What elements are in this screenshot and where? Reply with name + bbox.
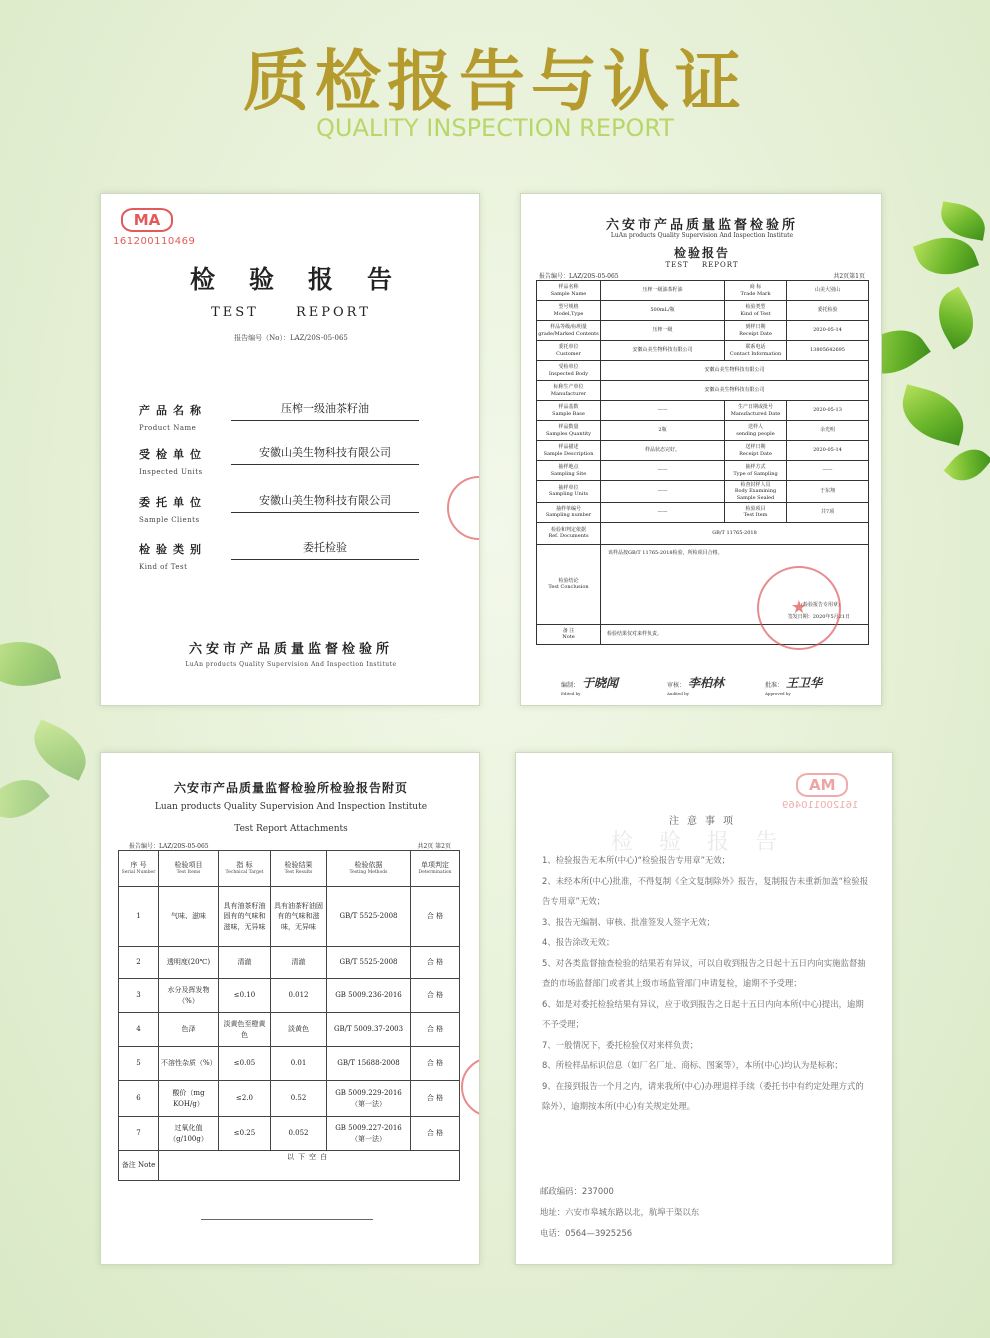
table-cell: GB/T 5009.37-2003 [327, 1013, 411, 1047]
report-no: 报告编号：LAZ/20S-05-065 [539, 273, 619, 280]
table-cell: GB/T 15688-2008 [327, 1047, 411, 1081]
page-indicator: 共2页 第2页 [417, 843, 451, 850]
page-title: 质检报告与认证 [243, 43, 747, 120]
label-cell: 样品描述 Sample Description [537, 441, 601, 461]
field-label-en: Inspected Units [139, 468, 203, 476]
label-cell: 检验项目 Test Item [725, 502, 787, 522]
table-cell: 合 格 [411, 887, 460, 947]
table-row [537, 341, 869, 361]
notice-item: 4、报告涂改无效； [542, 937, 615, 947]
field-value: 安徽山美生物科技有限公司 [231, 444, 419, 465]
value-cell: 委托检验 [787, 301, 869, 321]
table-cell: 透明度(20℃) [159, 947, 219, 979]
label-cell: 到样日期 Receipt Date [725, 321, 787, 341]
signature-line [201, 1219, 373, 1220]
table-cell: 水分及挥发物（%） [159, 979, 219, 1013]
table-cell: 1 [119, 887, 159, 947]
label-cell: 抽样单编号 Sampling number [537, 502, 601, 522]
value-cell: 安徽山美生物科技有限公司 [601, 361, 869, 381]
table-row [119, 979, 460, 1013]
value-cell: 安徽山美生物科技有限公司 [601, 381, 869, 401]
table-cell: ≤0.25 [219, 1117, 271, 1151]
table-row [119, 947, 460, 979]
header-cell: 单项判定 Determination [411, 851, 460, 887]
remark-label: 备注 Note [119, 1151, 159, 1181]
table-cell: 酸价（mg KOH/g） [159, 1081, 219, 1117]
table-cell: 色泽 [159, 1013, 219, 1047]
label-cell: 样品数量 Samples Quantity [537, 421, 601, 441]
field-value: 委托检验 [231, 539, 419, 560]
table-cell: ≤0.10 [219, 979, 271, 1013]
label-cell: 备 注 Note [537, 624, 601, 644]
cma-code: 161200110469 [113, 236, 196, 247]
field-value: 压榨一级油茶籽油 [231, 400, 419, 421]
table-cell: 合 格 [411, 947, 460, 979]
field-label: 受检单位 [139, 448, 207, 461]
header-cell: 检验依据 Testing Methods [327, 851, 411, 887]
table-cell: 清澈 [219, 947, 271, 979]
value-cell: 2020-05-14 [787, 321, 869, 341]
table-cell: 7 [119, 1117, 159, 1151]
conclusion-cell: 该样品按GB/T 11765-2018检验，所检项目合格。 (检验报告专用章) 签发日期：2020年5月21日 [601, 544, 869, 624]
table-cell: ≤0.05 [219, 1047, 271, 1081]
signer-auditor: 审核： 李柏林 Audited by [667, 676, 725, 696]
table-cell: GB 5009.229-2016（第一法） [327, 1081, 411, 1117]
table-cell: 合 格 [411, 1117, 460, 1151]
label-cell: 样品名称 Sample Name [537, 281, 601, 301]
table-cell: 2 [119, 947, 159, 979]
table-row [537, 401, 869, 421]
table-cell: 不溶性杂质（%） [159, 1047, 219, 1081]
table-row [537, 502, 869, 522]
remark-row [119, 1151, 460, 1181]
table-cell: 0.012 [271, 979, 327, 1013]
header-cell: 指 标 Technical Target [219, 851, 271, 887]
table-row [537, 361, 869, 381]
notice-item: 8、所检样品标识信息（如厂名厂址、商标、图案等），本所(中心)均认为是标称； [542, 1060, 843, 1070]
value-cell: 压榨一级 [601, 321, 725, 341]
field-sample-clients [139, 494, 459, 524]
table-row [537, 481, 869, 503]
label-cell: 受检单位 Inspected Body [537, 361, 601, 381]
report-heading: 检验报告 [673, 246, 730, 260]
table-cell: 清澈 [271, 947, 327, 979]
field-product-name [139, 402, 459, 432]
table-cell: 4 [119, 1013, 159, 1047]
table-row [537, 522, 869, 544]
header-cell: 检验项目 Test Items [159, 851, 219, 887]
notice-item: 6、如是对委托检验结果有异议，应于收到报告之日起十五日内向本所(中心)提出，逾期不予受理； [542, 998, 864, 1029]
table-cell: 淡黄色至橙黄色 [219, 1013, 271, 1047]
table-cell: 5 [119, 1047, 159, 1081]
test-report-attachment [100, 752, 480, 1265]
label-cell: 检验结论 Test Conclusion [537, 544, 601, 624]
label-cell: 检查封样人员 Body Examining Sample Sealed [725, 481, 787, 503]
label-cell: 联系电话 Contact Information [725, 341, 787, 361]
notice-item: 5、对各类监督抽查检验的结果若有异议，可以自收到报告之日起十五日内向实施监督抽查的市场监督部门或者其上级市场监管部门申请复检，逾期不予受理； [542, 957, 866, 988]
report-heading-en: TEST REPORT [665, 261, 739, 269]
table-header-row [119, 851, 460, 887]
value-cell: 13805642695 [787, 341, 869, 361]
table-cell: 3 [119, 979, 159, 1013]
value-cell: —— [601, 481, 725, 503]
table-cell: 合 格 [411, 979, 460, 1013]
label-cell: 抽样地点 Sampling Site [537, 461, 601, 481]
cover-heading: 检验报告 [189, 265, 426, 294]
value-cell: 山美大别山 [787, 281, 869, 301]
value-cell: 样品状态完好。 [601, 441, 725, 461]
table-cell: GB/T 5525-2008 [327, 887, 411, 947]
value-cell: 2020-05-13 [787, 401, 869, 421]
header-cell: 检验结果 Test Results [271, 851, 327, 887]
institute-title-en: LuAn products Quality Supervision And Inspection Institute [610, 232, 794, 239]
attachment-title: 六安市产品质量监督检验所检验报告附页 [173, 781, 408, 795]
notice-item: 9、在接到报告一个月之内，请来我所(中心)办理退样手续（委托书中有约定处理方式的除外），逾期按本所(中心)有关规定处理。 [542, 1080, 864, 1111]
table-row [537, 381, 869, 401]
cover-report-no: 报告编号（No）：LAZ/20S-05-065 [234, 334, 348, 342]
value-cell: —— [601, 401, 725, 421]
notice-item: 1、检验报告无本所(中心)“检验报告专用章”无效； [542, 855, 731, 865]
table-row [537, 321, 869, 341]
value-cell: —— [601, 502, 725, 522]
label-cell: 商 标 Trade Mark [725, 281, 787, 301]
label-cell: 送样人 sending people [725, 421, 787, 441]
table-cell: 合 格 [411, 1047, 460, 1081]
value-cell: 压榨一级油茶籽油 [601, 281, 725, 301]
label-cell: 生产日期或批号 Manufactured Date [725, 401, 787, 421]
address: 地址：六安市皋城东路以北，航埠干渠以东 [540, 1207, 700, 1217]
value-cell: 检验结果仅对来样负责。 [601, 624, 869, 644]
table-cell: 0.052 [271, 1117, 327, 1151]
notice-item: 3、报告无编制、审核、批准签发人签字无效； [542, 916, 715, 927]
table-row [119, 1081, 460, 1117]
value-cell: GB/T 11765-2018 [601, 522, 869, 544]
label-cell: 检验和判定依据 Ref. Documents [537, 522, 601, 544]
report-no: 报告编号：LAZ/20S-05-065 [129, 843, 209, 850]
table-row [537, 421, 869, 441]
institute-title: 六安市产品质量监督检验所 [605, 218, 798, 233]
signer-editor: 编制： 于晓闻 Edited by [561, 676, 619, 696]
label-cell: 抽样方式 Type of Sampling [725, 461, 787, 481]
table-cell: GB 5009.227-2016（第一法） [327, 1117, 411, 1151]
attachment-title-en: Luan products Quality Supervision And Inspection Institute [154, 802, 428, 812]
table-cell: 合 格 [411, 1013, 460, 1047]
label-cell: 送样日期 Receipt Date [725, 441, 787, 461]
table-row [537, 281, 869, 301]
field-label-en: Kind of Test [139, 563, 188, 571]
phone: 电话：0564—3925256 [540, 1228, 633, 1238]
remark-text: 以下空白 [159, 1151, 460, 1181]
test-results-table [118, 850, 460, 1181]
test-report-cover [100, 193, 480, 706]
field-label-en: Product Name [139, 424, 197, 432]
label-cell: 型号规格 Model,Type [537, 301, 601, 321]
notice-page [515, 752, 893, 1265]
label-cell: 标称生产单位 Manufacturer [537, 381, 601, 401]
attachment-subtitle: Test Report Attachments [234, 824, 348, 834]
notice-item: 7、一般情况下，委托检验仅对来样负责； [542, 1039, 699, 1050]
table-row [537, 461, 869, 481]
table-row [537, 301, 869, 321]
table-cell: GB 5009.236-2016 [327, 979, 411, 1013]
postcode: 邮政编码：237000 [540, 1186, 614, 1196]
field-value: 安徽山美生物科技有限公司 [231, 492, 419, 513]
table-cell: ≤2.0 [219, 1081, 271, 1117]
cma-logo-mirrored: MA [796, 773, 848, 797]
table-cell: 6 [119, 1081, 159, 1117]
red-seal-partial [461, 1057, 480, 1117]
red-seal-partial [447, 476, 480, 540]
label-cell: 委托单位 Customer [537, 341, 601, 361]
field-label-en: Sample Clients [139, 516, 200, 524]
table-row [119, 1047, 460, 1081]
field-label: 委托单位 [139, 496, 207, 509]
value-cell: 2瓶 [601, 421, 725, 441]
cover-institute: 六安市产品质量监督检验所 [188, 642, 393, 657]
test-report-page-1 [520, 193, 882, 706]
table-row [119, 1117, 460, 1151]
value-cell: —— [787, 461, 869, 481]
field-label: 检验类别 [139, 543, 207, 556]
header-cell: 序 号 Serial Number [119, 851, 159, 887]
cover-heading-en: TEST REPORT [211, 305, 371, 320]
notice-item: 2、未经本所(中心)批准，不得复制《全文复制除外》报告，复制报告未重新加盖“检验报告专用章”无效； [542, 875, 869, 906]
table-cell: 具有油茶籽油固有的气味和滋味，无异味 [219, 887, 271, 947]
table-cell: 合 格 [411, 1081, 460, 1117]
table-cell: 淡黄色 [271, 1013, 327, 1047]
value-cell: —— [601, 461, 725, 481]
label-cell: 样品基数 Sample Base [537, 401, 601, 421]
notice-list [542, 850, 872, 1117]
label-cell: 样品等级/标明量 grade/Marked Contents [537, 321, 601, 341]
value-cell: 共7项 [787, 502, 869, 522]
table-row [119, 887, 460, 947]
value-cell: 2020-05-14 [787, 441, 869, 461]
signer-approver: 批准： 王卫华 Approved by [765, 676, 823, 696]
red-seal: ★ [757, 566, 841, 650]
table-cell: 过氧化值（g/100g） [159, 1117, 219, 1151]
table-cell: 0.01 [271, 1047, 327, 1081]
table-cell: 具有油茶籽油固有的气味和滋味，无异味 [271, 887, 327, 947]
label-cell: 检验类型 Kind of Test [725, 301, 787, 321]
value-cell: 500mL/瓶 [601, 301, 725, 321]
field-inspected-units [139, 446, 459, 476]
field-kind-of-test [139, 541, 459, 571]
value-cell: 于东翔 [787, 481, 869, 503]
table-cell: 气味、滋味 [159, 887, 219, 947]
page-subtitle: QUALITY INSPECTION REPORT [316, 114, 674, 142]
bleed-through-watermark: 检验报告 [611, 830, 804, 855]
page-indicator: 共2页第1页 [833, 273, 865, 280]
table-cell: 0.52 [271, 1081, 327, 1117]
field-label: 产品名称 [139, 404, 207, 417]
cma-logo: MA [121, 208, 173, 232]
table-row [537, 441, 869, 461]
value-cell: 余光明 [787, 421, 869, 441]
notice-heading: 注意事项 [669, 816, 741, 827]
cover-institute-en: LuAn products Quality Supervision And Inspection Institute [185, 661, 397, 668]
table-cell: GB/T 5525-2008 [327, 947, 411, 979]
table-row [119, 1013, 460, 1047]
value-cell: 安徽山美生物科技有限公司 [601, 341, 725, 361]
label-cell: 抽样单位 Sampling Units [537, 481, 601, 503]
cma-code-mirrored: 161200110469 [781, 800, 858, 811]
